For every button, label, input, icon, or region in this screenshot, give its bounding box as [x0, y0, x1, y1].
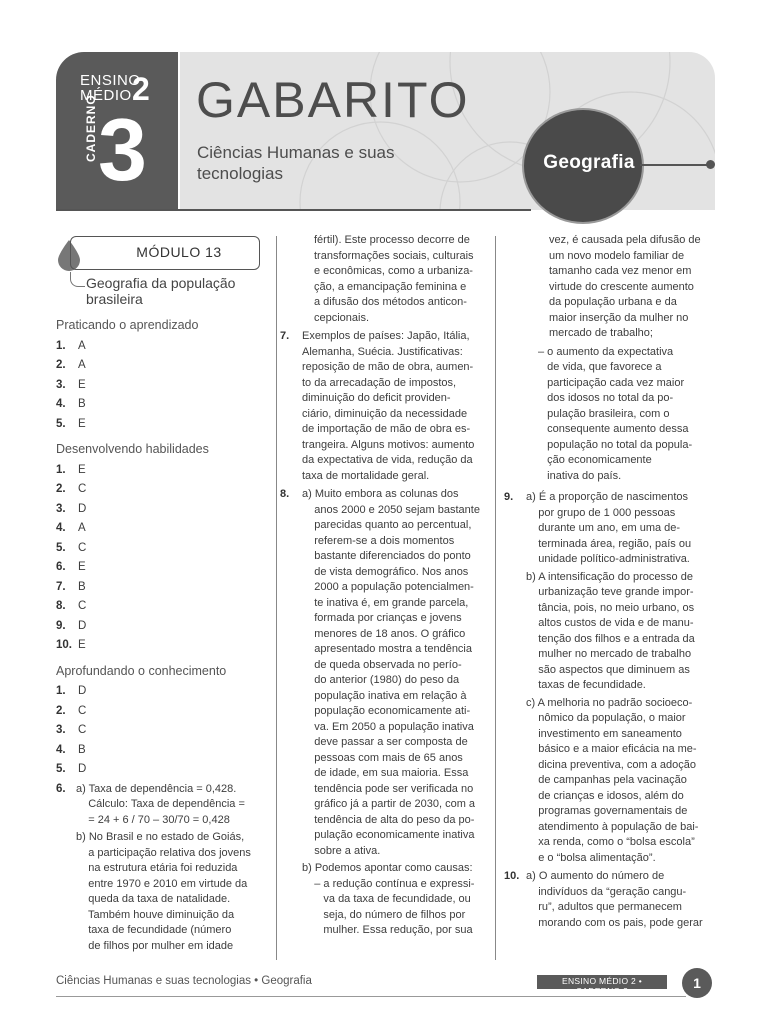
ensino-medio-number: 2 [132, 71, 150, 107]
question-8 [280, 487, 495, 939]
answer-item: 1. E [56, 463, 86, 476]
subject-connector-dot [706, 160, 715, 169]
section-heading: Aprofundando o conhecimento [56, 663, 227, 678]
answer-item: 8. C [56, 600, 87, 612]
answer-item: 5. D [56, 763, 87, 775]
answer-8a: a) Muito embora as colunas dos anos 2000 e 2050 sejam bastante parecidas quanto ao percentual, referem-se a dois momentos bastante diferenciados do ponto de vista demográfico. Nos anos 2000 a população potencialmen- te inativa é, em grande parcela, formada por crianças e jovens menores de 18 anos. O gráfico apresentado mostra a tendência de queda observada no perío- do anterior (1980) do peso da população inativa em relação à população economicamente ati- va. Em 2050 a população inativa deve passar a ser composta de pessoas com mais de 65 anos de idade, em sua maioria. Essa tendência pode ser verificada no gráfico já a partir de 2030, com a tendência de alta do peso da po- pulação economicamente inativa sobre a ativa. [302, 488, 480, 857]
module-subtitle: Geografia da população brasileira [86, 275, 236, 307]
caderno-number: 3 [98, 100, 147, 199]
subject-connector-line [640, 164, 710, 166]
column-separator [276, 236, 277, 960]
answer-item: 2. C [56, 704, 87, 717]
answer-item: 1. D [56, 685, 87, 697]
question-9 [504, 490, 716, 866]
question-7 [280, 329, 495, 484]
page-title: GABARITO [196, 72, 470, 128]
header-rule [56, 209, 531, 211]
answer-6a: a) Taxa de dependência = 0,428. Cálculo: Taxa de dependência = = 24 + 6 / 70 – 30/70 = 0,428 [76, 782, 245, 826]
answer-item: 2. C [56, 483, 87, 495]
question-number: 7. [280, 330, 290, 342]
answer-9b: b) A intensificação do processo de urbanização teve grande impor- tância, pois, no meio urbano, os altos custos de vida e de manu- tenção dos filhos e a entrada da mulher no mercado de trabalho são aspectos que diminuem as taxas de fecundidade. [526, 570, 695, 691]
question-number: 8. [280, 488, 290, 500]
answer-item: 1. A [56, 339, 86, 352]
answer-item: 4. A [56, 522, 86, 534]
answer-9a: a) É a proporção de nascimentos por grupo de 1 000 pessoas durante um ano, em uma de- terminada área, região, país ou unidade político-administrativa. [526, 491, 692, 565]
answer-item: 3. C [56, 724, 87, 736]
answer-8b-continued: vez, é causada pela difusão de um novo modelo familiar de tamanho cada vez menor em virtude do crescente aumento da população urbana e da maior inserção da mulher no mercado de trabalho; [549, 234, 701, 339]
column-3 [504, 233, 716, 931]
module-hook [70, 272, 85, 287]
answer-9c: c) A melhoria no padrão socioeco- nômico da população, o maior investimento em saneamento básico e a maior eficácia na me- dicina preventiva, com a adoção de campanhas pela vacinação de crianças e idosos, além do programas governamentais de atendimento à população de bai- xa renda, como o “bolsa escola” e o “bolsa alimentação”. [526, 696, 699, 864]
column-separator [495, 236, 496, 960]
question-number: 10. [504, 870, 520, 882]
answer-item: 6. E [56, 561, 86, 573]
column-1 [56, 318, 266, 954]
question-6 [56, 782, 266, 955]
caderno-label: CADERNO [84, 94, 98, 162]
module-title: MÓDULO 13 [136, 244, 222, 260]
answer-10a: a) O aumento do número de indivíduos da “geração cangu- ru”, adultos que permanecem morando com os pais, pode gerar [526, 870, 703, 929]
answer-8b: b) Podemos apontar como causas: – a redução contínua e expressi- va da taxa de fecundidade, ou seja, do número de filhos por mulher. Essa redução, por sua [302, 862, 475, 936]
answer-item: 2. A [56, 359, 86, 371]
answer-item: 9. D [56, 619, 87, 632]
answer-item: 4. B [56, 398, 86, 410]
answer-8b-item: – o aumento da expectativa de vida, que favorece a participação cada vez maior dos idosos no total da po- pulação brasileira, com o consequente aumento dessa população no total da popula- ção economicamente inativa do país. [538, 345, 693, 482]
footer-bar-label: ENSINO MÉDIO 2 • CADERNO 3 [561, 976, 643, 996]
question-number: 9. [504, 491, 514, 503]
answer-7: Exemplos de países: Japão, Itália, Alemanha, Suécia. Justificativas: reposição de mão de obra, aumen- to da arrecadação de impostos, diminuição do deficit providen- ciário, diminuição da necessidade de importação de mão de obra es- trangeira. Alguns motivos: aumento da expectativa de vida, redução da taxa de mortalidade geral. [302, 330, 475, 482]
page-number: 1 [693, 975, 701, 991]
section-heading: Desenvolvendo habilidades [56, 442, 209, 456]
footer-subject: Ciências Humanas e suas tecnologias • Geografia [56, 975, 312, 987]
page-subtitle: Ciências Humanas e suas tecnologias [197, 143, 395, 183]
answer-item: 10. E [56, 639, 86, 651]
ensino-medio-label: ENSINO MÉDIO [80, 72, 141, 104]
answer-item: 4. B [56, 743, 86, 756]
column-2 [280, 233, 495, 939]
question-number: 6. [56, 782, 66, 795]
subject-label: Geografia [543, 152, 635, 173]
answer-item: 5. E [56, 417, 86, 430]
answer-item: 3. D [56, 502, 87, 515]
answer-item: 5. C [56, 541, 87, 554]
answer-item: 3. E [56, 378, 86, 391]
answer-item: 7. B [56, 580, 86, 593]
question-10 [504, 869, 716, 931]
footer-rule [56, 996, 686, 997]
answer-6b-continued: fértil). Este processo decorre de transformações sociais, culturais e econômicas, como a urbaniza- ção, a emancipação feminina e a difusão dos métodos anticon- cepcionais. [314, 234, 474, 324]
answer-6b: b) No Brasil e no estado de Goiás, a participação relativa dos jovens na estrutura etária foi reduzida entre 1970 e 2010 em virtude da queda da taxa de natalidade. Também houve diminuição da taxa de fecundidade (número de filhos por mulher em idade [76, 831, 251, 952]
section-heading: Praticando o aprendizado [56, 318, 199, 332]
